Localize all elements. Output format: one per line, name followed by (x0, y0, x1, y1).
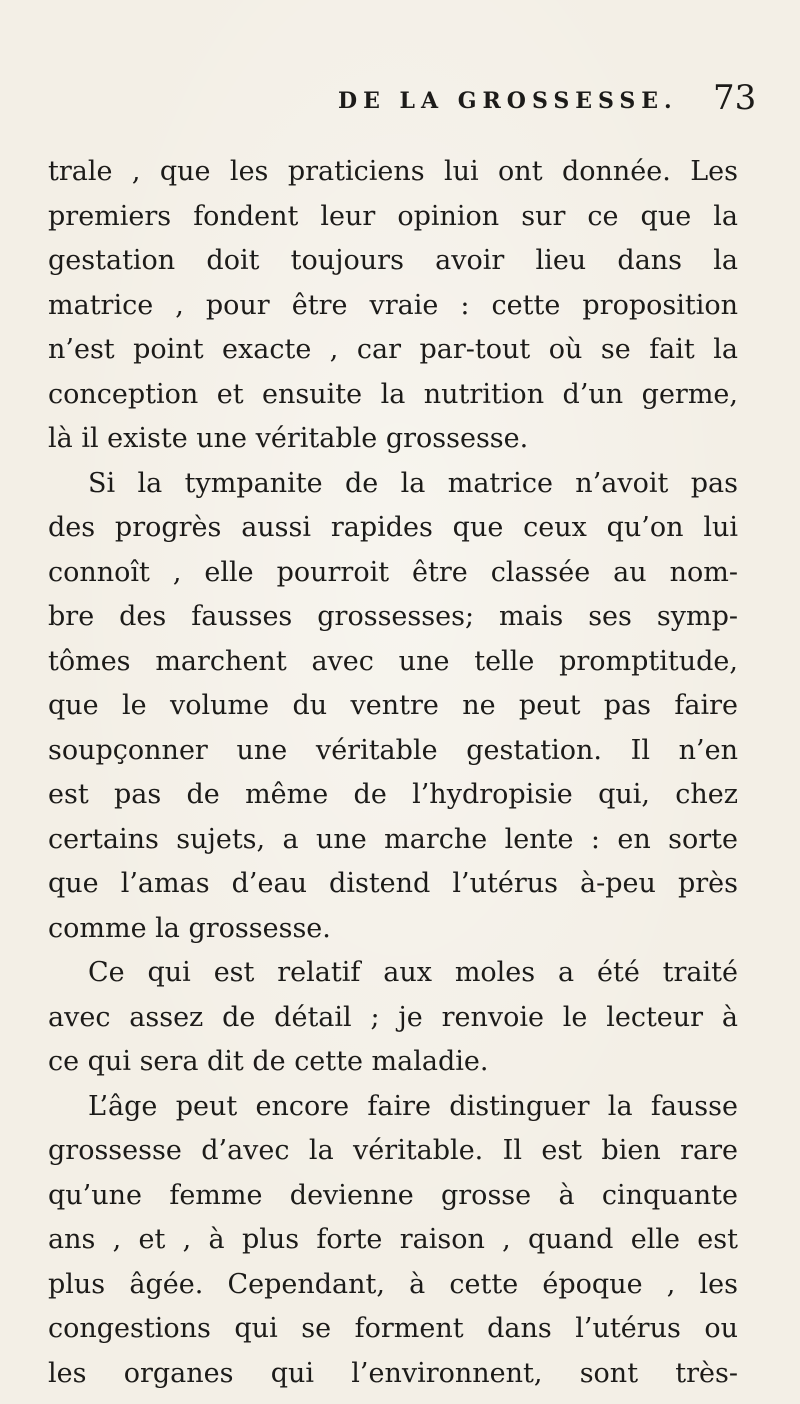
text-line: que le volume du ventre ne peut pas faire (48, 690, 738, 721)
page-number: 73 (713, 78, 757, 118)
text-line: des progrès aussi rapides que ceux qu’on lui (48, 512, 738, 543)
text-line: comme la grossesse. (48, 912, 331, 944)
body-text (48, 150, 738, 1396)
text-line: congestions qui se forment dans l’utérus ou (48, 1313, 738, 1344)
paragraph-start-line: L’âge peut encore faire distinguer la fausse (88, 1090, 738, 1122)
text-line: grossesse d’avec la véritable. Il est bien rare (48, 1135, 738, 1166)
text-line: certains sujets, a une marche lente : en sorte (48, 823, 738, 855)
paragraph-start-line: Si la tympanite de la matrice n’avoit pas (88, 467, 738, 499)
text-line: tômes marchent avec une telle promptitude, (48, 645, 738, 677)
paragraph-start-line: Ce qui est relatif aux moles a été traité (88, 957, 738, 988)
text-line: là il existe une véritable grossesse. (48, 423, 529, 454)
text-line: soupçonner une véritable gestation. Il n’en (48, 734, 738, 766)
text-line: connoît , elle pourroit être classée au nom- (48, 556, 738, 588)
text-line: bre des fausses grossesses; mais ses symp- (48, 601, 738, 632)
text-line: premiers fondent leur opinion sur ce que la (48, 200, 738, 232)
running-head (0, 78, 800, 128)
running-title: DE LA GROSSESSE. (338, 88, 678, 114)
text-line: ans , et , à plus forte raison , quand elle est (48, 1224, 738, 1255)
text-line: n’est point exacte , car par-tout où se fait la (48, 334, 738, 365)
text-line: ce qui sera dit de cette maladie. (48, 1046, 489, 1077)
text-line: gestation doit toujours avoir lieu dans la (48, 245, 738, 276)
text-line: que l’amas d’eau distend l’utérus à-peu près (48, 868, 738, 899)
text-line: avec assez de détail ; je renvoie le lecteur à (48, 1001, 738, 1033)
text-line: trale , que les praticiens lui ont donnée. Les (48, 156, 738, 187)
text-line: matrice , pour être vraie : cette proposition (48, 289, 738, 321)
text-line: est pas de même de l’hydropisie qui, chez (48, 779, 738, 810)
text-line: plus âgée. Cependant, à cette époque , les (48, 1268, 738, 1300)
text-line: conception et ensuite la nutrition d’un germe, (48, 378, 738, 410)
text-line: les organes qui l’environnent, sont très- (48, 1357, 738, 1389)
text-line: qu’une femme devienne grosse à cinquante (48, 1179, 738, 1211)
